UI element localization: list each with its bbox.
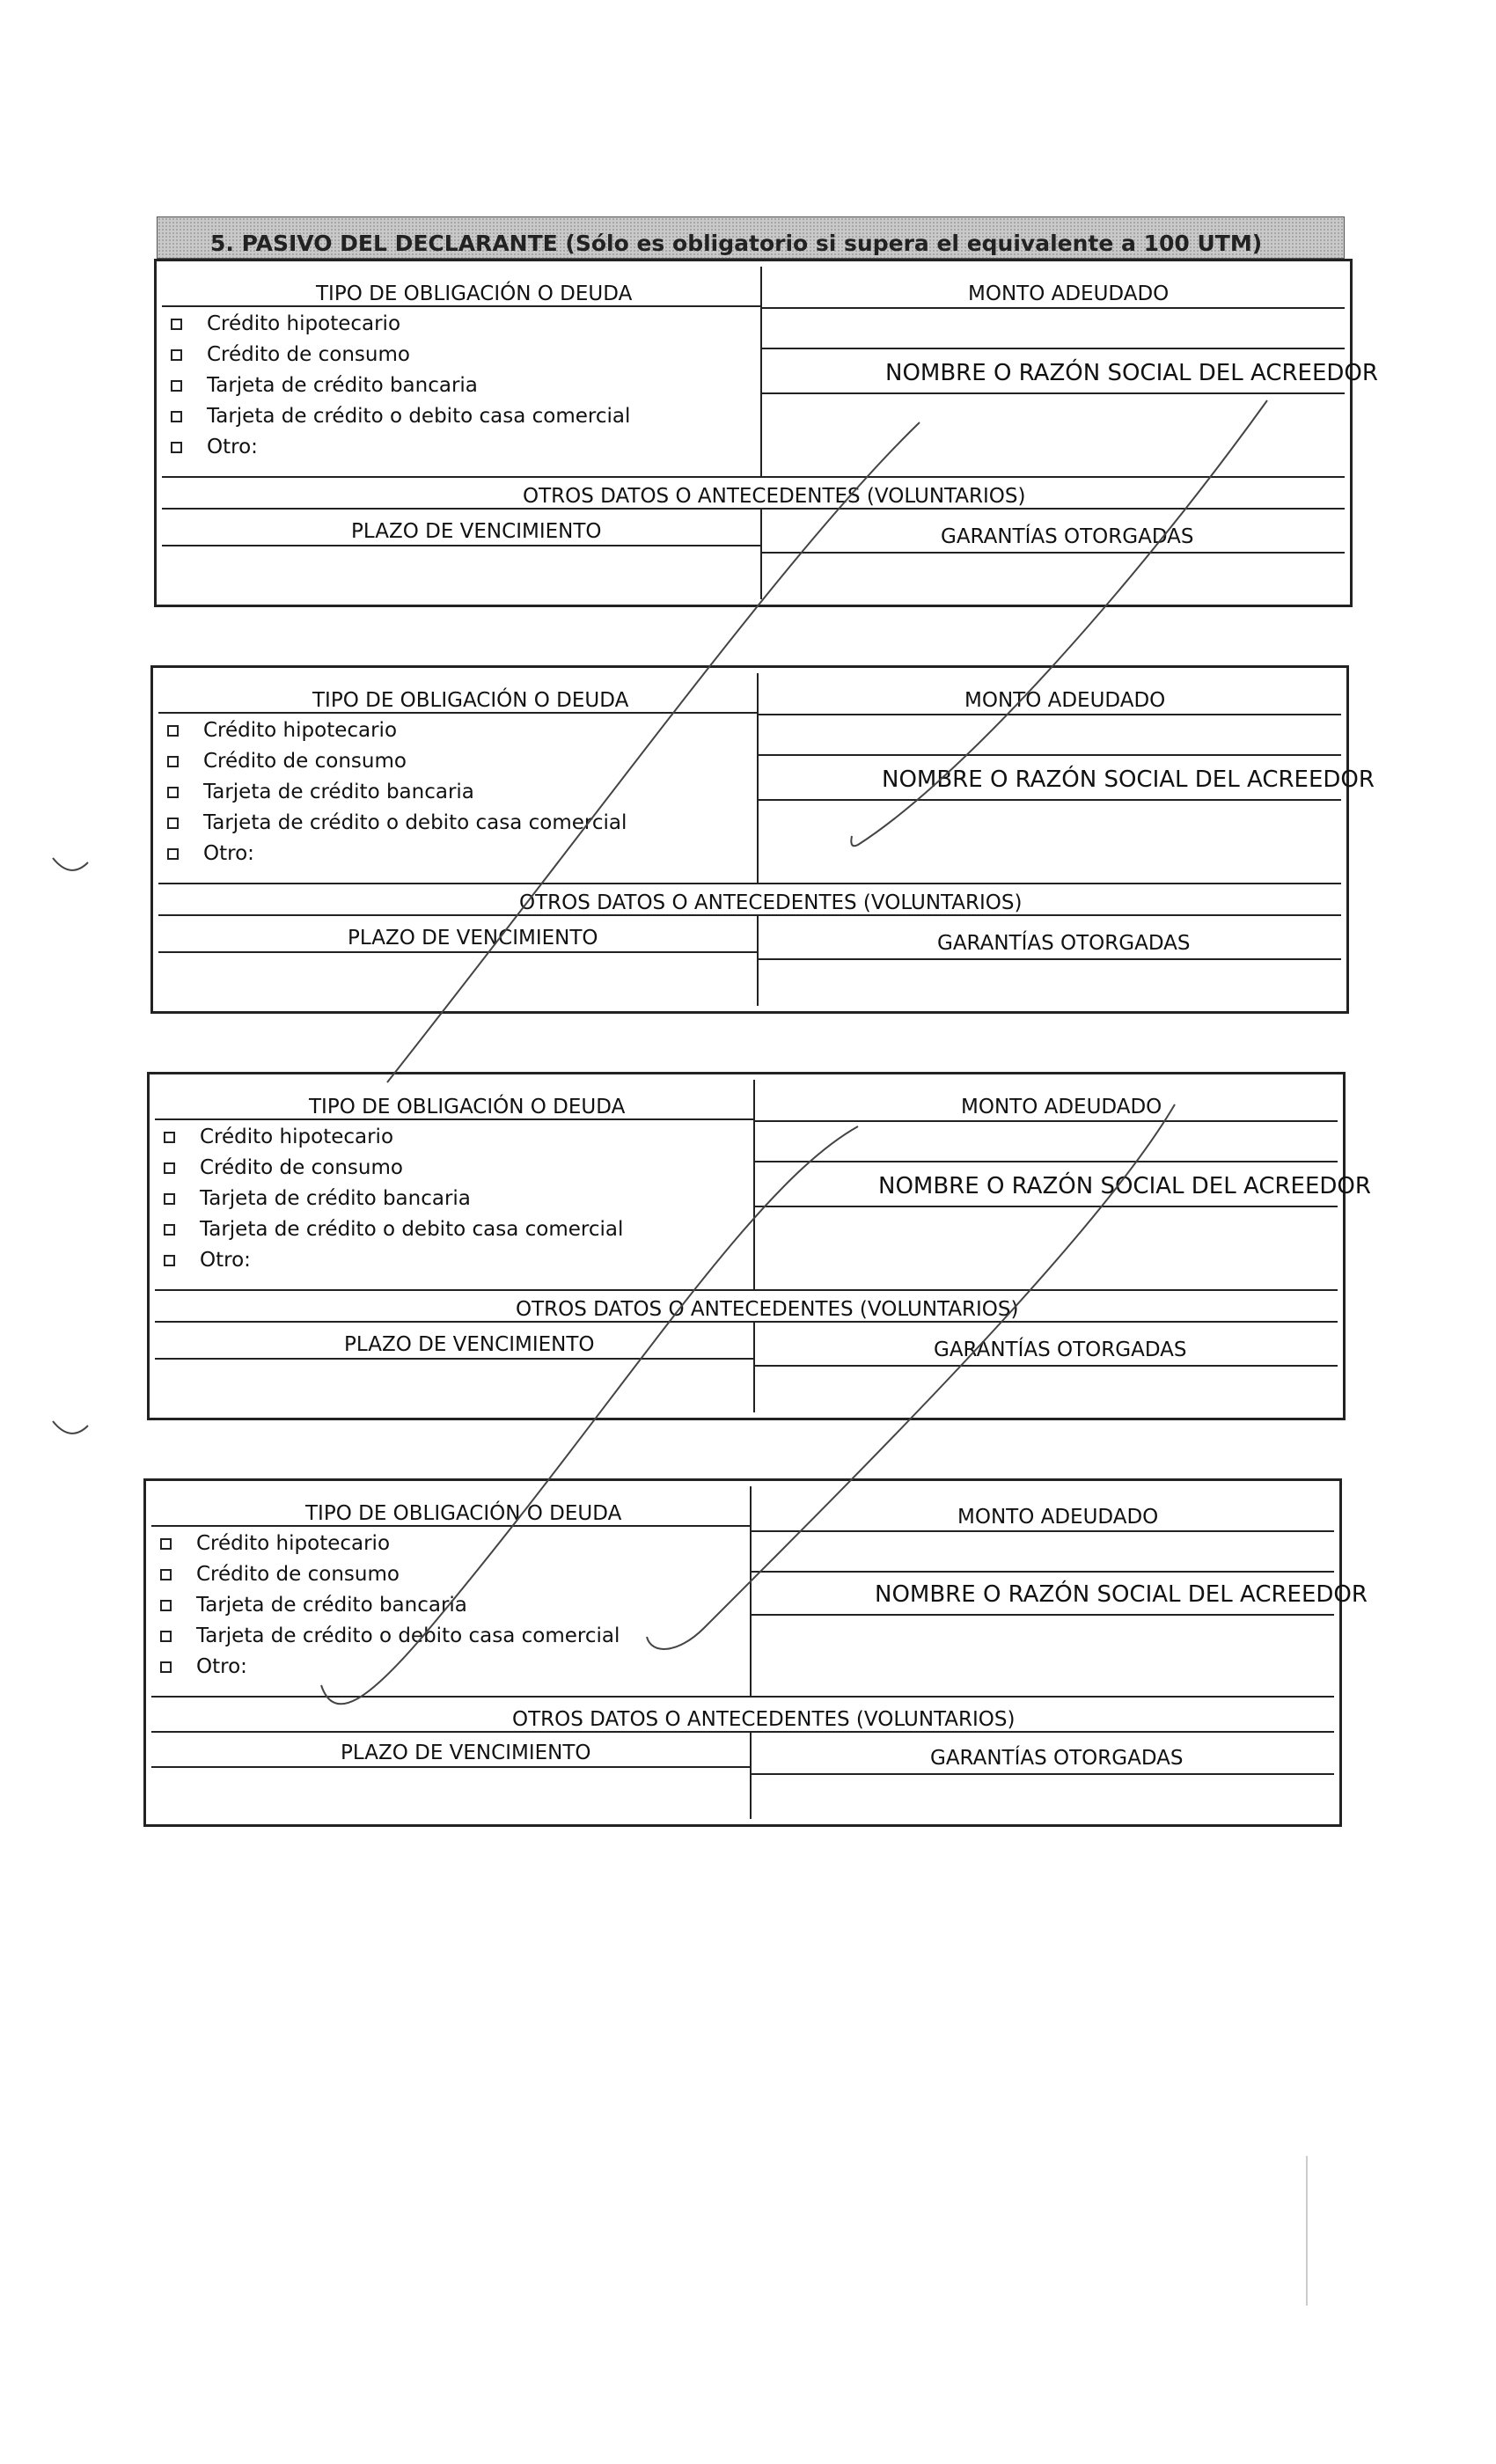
checkbox-icon[interactable]	[160, 1661, 172, 1673]
option-otro[interactable]	[171, 436, 258, 458]
tipo-obligacion-header: TIPO DE OBLIGACIÓN O DEUDA	[305, 1502, 622, 1525]
checkbox-icon[interactable]	[160, 1600, 172, 1611]
option-label: Otro:	[200, 1249, 251, 1272]
checkbox-icon[interactable]	[167, 818, 179, 829]
checkbox-icon[interactable]	[164, 1255, 175, 1266]
checkbox-icon[interactable]	[164, 1193, 175, 1205]
option-label: Otro:	[196, 1655, 247, 1678]
garantias-header: GARANTÍAS OTORGADAS	[937, 932, 1191, 955]
otros-datos-header: OTROS DATOS O ANTECEDENTES (VOLUNTARIOS)	[523, 485, 1026, 508]
plazo-vencimiento-header: PLAZO DE VENCIMIENTO	[344, 1333, 595, 1356]
checkbox-icon[interactable]	[164, 1162, 175, 1174]
option-label: Tarjeta de crédito o debito casa comercial	[207, 405, 631, 428]
option-credito-consumo[interactable]	[160, 1563, 400, 1586]
debt-block-1	[154, 259, 1378, 607]
option-otro[interactable]	[167, 842, 254, 865]
option-label: Crédito de consumo	[203, 750, 407, 773]
option-label: Crédito hipotecario	[196, 1532, 391, 1555]
option-credito-hipotecario[interactable]	[167, 719, 397, 742]
checkbox-icon[interactable]	[164, 1132, 175, 1143]
checkbox-icon[interactable]	[171, 411, 182, 422]
plazo-vencimiento-header: PLAZO DE VENCIMIENTO	[341, 1742, 591, 1764]
option-tarjeta-casa-comercial[interactable]	[160, 1624, 620, 1647]
option-credito-hipotecario[interactable]	[171, 312, 400, 335]
checkbox-icon[interactable]	[160, 1631, 172, 1642]
section-title: 5. PASIVO DEL DECLARANTE (Sólo es obligatorio si supera el equivalente a 100 UTM)	[210, 231, 1263, 256]
tipo-obligacion-header: TIPO DE OBLIGACIÓN O DEUDA	[309, 1096, 626, 1118]
option-tarjeta-bancaria[interactable]	[167, 781, 474, 803]
option-label: Crédito hipotecario	[203, 719, 398, 742]
plazo-vencimiento-header: PLAZO DE VENCIMIENTO	[348, 927, 598, 950]
otros-datos-header: OTROS DATOS O ANTECEDENTES (VOLUNTARIOS)	[512, 1708, 1016, 1731]
margin-mark-1	[53, 858, 88, 870]
acreedor-header: NOMBRE O RAZÓN SOCIAL DEL ACREEDOR	[878, 1173, 1371, 1199]
checkbox-icon[interactable]	[171, 380, 182, 392]
garantias-header: GARANTÍAS OTORGADAS	[930, 1747, 1184, 1770]
monto-adeudado-header: MONTO ADEUDADO	[964, 689, 1166, 712]
checkbox-icon[interactable]	[167, 756, 179, 767]
margin-mark-2	[53, 1421, 88, 1434]
option-credito-consumo[interactable]	[167, 750, 407, 773]
option-tarjeta-bancaria[interactable]	[164, 1187, 471, 1210]
option-label: Tarjeta de crédito o debito casa comercial	[200, 1218, 624, 1241]
monto-adeudado-header: MONTO ADEUDADO	[957, 1506, 1159, 1529]
tipo-obligacion-header: TIPO DE OBLIGACIÓN O DEUDA	[312, 689, 629, 712]
checkbox-icon[interactable]	[171, 349, 182, 361]
checkbox-icon[interactable]	[160, 1538, 172, 1550]
option-label: Crédito de consumo	[196, 1563, 400, 1586]
option-tarjeta-casa-comercial[interactable]	[167, 811, 627, 834]
option-label: Tarjeta de crédito bancaria	[203, 781, 474, 803]
acreedor-header: NOMBRE O RAZÓN SOCIAL DEL ACREEDOR	[882, 766, 1375, 793]
debt-block-3	[147, 1072, 1371, 1420]
otros-datos-header: OTROS DATOS O ANTECEDENTES (VOLUNTARIOS)	[516, 1298, 1019, 1321]
monto-adeudado-header: MONTO ADEUDADO	[961, 1096, 1162, 1118]
option-label: Tarjeta de crédito bancaria	[200, 1187, 471, 1210]
option-label: Tarjeta de crédito o debito casa comercial	[196, 1624, 620, 1647]
garantias-header: GARANTÍAS OTORGADAS	[941, 525, 1194, 548]
option-tarjeta-casa-comercial[interactable]	[164, 1218, 623, 1241]
option-credito-hipotecario[interactable]	[160, 1532, 390, 1555]
checkbox-icon[interactable]	[167, 787, 179, 798]
option-tarjeta-bancaria[interactable]	[171, 374, 478, 397]
option-credito-hipotecario[interactable]	[164, 1126, 393, 1148]
checkbox-icon[interactable]	[160, 1569, 172, 1580]
option-otro[interactable]	[164, 1249, 251, 1272]
option-tarjeta-bancaria[interactable]	[160, 1594, 467, 1617]
option-label: Otro:	[207, 436, 258, 458]
checkbox-icon[interactable]	[167, 725, 179, 737]
otros-datos-header: OTROS DATOS O ANTECEDENTES (VOLUNTARIOS)	[519, 891, 1023, 914]
checkbox-icon[interactable]	[171, 319, 182, 330]
option-label: Crédito hipotecario	[207, 312, 401, 335]
acreedor-header: NOMBRE O RAZÓN SOCIAL DEL ACREEDOR	[875, 1581, 1368, 1608]
acreedor-header: NOMBRE O RAZÓN SOCIAL DEL ACREEDOR	[885, 360, 1378, 386]
option-label: Tarjeta de crédito bancaria	[207, 374, 478, 397]
option-label: Otro:	[203, 842, 254, 865]
debt-block-4	[143, 1478, 1368, 1827]
tipo-obligacion-header: TIPO DE OBLIGACIÓN O DEUDA	[316, 282, 633, 305]
option-label: Crédito de consumo	[200, 1156, 403, 1179]
option-label: Tarjeta de crédito o debito casa comercial	[203, 811, 627, 834]
plazo-vencimiento-header: PLAZO DE VENCIMIENTO	[351, 520, 602, 543]
option-label: Tarjeta de crédito bancaria	[196, 1594, 467, 1617]
section-header	[157, 216, 1345, 259]
checkbox-icon[interactable]	[167, 848, 179, 860]
checkbox-icon[interactable]	[164, 1224, 175, 1236]
checkbox-icon[interactable]	[171, 442, 182, 453]
option-label: Crédito de consumo	[207, 343, 410, 366]
option-label: Crédito hipotecario	[200, 1126, 394, 1148]
option-credito-consumo[interactable]	[171, 343, 410, 366]
option-credito-consumo[interactable]	[164, 1156, 403, 1179]
garantias-header: GARANTÍAS OTORGADAS	[934, 1338, 1187, 1361]
debt-block-2	[150, 665, 1375, 1014]
option-tarjeta-casa-comercial[interactable]	[171, 405, 630, 428]
monto-adeudado-header: MONTO ADEUDADO	[968, 282, 1170, 305]
option-otro[interactable]	[160, 1655, 247, 1678]
